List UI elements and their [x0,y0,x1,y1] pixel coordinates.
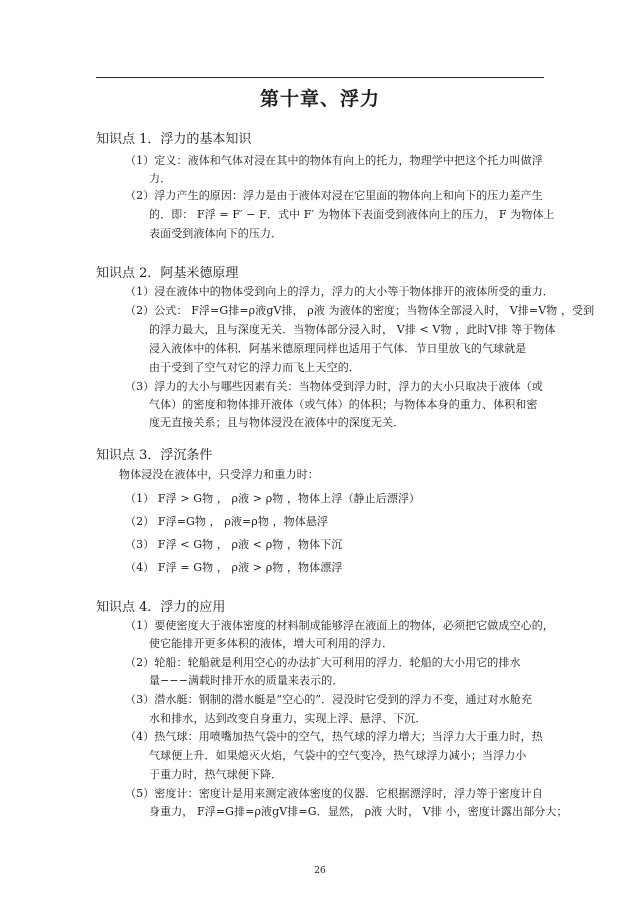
text-line: 的浮力最大，且与深度无关．当物体部分浸入时， V排 < V物 ，此时V排 等于物体 [149,323,556,336]
section-heading-1: 知识点 1．浮力的基本知识 [96,132,252,147]
section-heading-3: 知识点 3．浮沉条件 [96,448,213,463]
text-line: 气球便上升．如果熄灭火焰，气袋中的空气变冷，热气球浮力减小；当浮力小 [149,749,527,762]
text-line: 气体）的密度和物体排开液体（或气体）的体积；与物体本身的重力、体积和密 [149,398,538,411]
text-line: （1）要使密度大于液体密度的材料制成能够浮在液面上的物体，必须把它做成空心的， [125,619,554,632]
text-line: （1）浸在液体中的物体受到向上的浮力，浮力的大小等于物体排开的液体所受的重力． [125,285,554,298]
text-line: （2）浮力产生的原因：浮力是由于液体对浸在它里面的物体向上和向下的压力差产生 [125,189,543,202]
section-heading-4: 知识点 4．浮力的应用 [96,600,226,615]
text-line: 量−−−满载时排开水的质量来表示的． [149,674,344,687]
text-line: 度无直接关系；且与物体浸没在液体中的深度无关． [149,416,405,429]
text-line: （3）浮力的大小与哪些因素有关：当物体受到浮力时，浮力的大小只取决于液体（或 [125,380,543,393]
header-rule [96,77,544,78]
text-line: 使它能排开更多体积的液体，增大可利用的浮力． [149,637,394,650]
text-line: 物体浸没在液体中，只受浮力和重力时： [119,468,319,481]
text-line: 身重力， F浮=G排=ρ液gV排=G．显然， ρ液 大时， V排 小，密度计露出部分大； [149,805,568,818]
text-line: （2）轮船：轮船就是利用空心的办法扩大可利用的浮力．轮船的大小用它的排水 [125,656,521,669]
text-line: 的．即： F浮 = F′ − F．式中 F′ 为物体下表面受到液体向上的压力， F 为物体上 [149,208,555,221]
text-line: 力． [149,172,172,185]
text-line: （2） F浮=G物 ， ρ液=ρ物 ，物体悬浮 [125,515,329,528]
text-line: （3） F浮 < G物 ， ρ液 < ρ物 ，物体下沉 [125,538,343,551]
text-line: （5）密度计：密度计是用来测定液体密度的仪器．它根据漂浮时，浮力等于密度计自 [125,787,543,800]
text-line: 浸入液体中的体积．阿基米德原理同样也适用于气体．节日里放飞的气球就是 [149,342,527,355]
page-number: 26 [314,866,326,876]
text-line: （4）热气球：用喷嘴加热气袋中的空气，热气球的浮力增大；当浮力大于重力时，热 [125,730,543,743]
section-heading-2: 知识点 2．阿基米德原理 [96,266,239,281]
text-line: （2）公式： F浮=G排=ρ液gV排， ρ液 为液体的密度；当物体全部浸入时， V排=V物 ，受到 [125,304,595,317]
text-line: 表面受到液体向下的压力． [149,227,283,240]
chapter-title: 第十章、浮力 [259,88,380,110]
text-line: （1）定义：液体和气体对浸在其中的物体有向上的托力，物理学中把这个托力叫做浮 [125,154,543,167]
text-line: （4） F浮 = G物 ， ρ液 > ρ物 ，物体漂浮 [125,561,343,574]
text-line: （1） F浮 > G物 ， ρ液 > ρ物 ，物体上浮（静止后漂浮） [125,492,421,505]
text-line: 水和排水，达到改变自身重力，实现上浮、悬浮、下沉． [149,712,427,725]
text-line: 于重力时，热气球便下降． [149,768,283,781]
text-line: 由于受到了空气对它的浮力而飞上天空的． [149,361,360,374]
text-line: （3）潜水艇：钢制的潜水艇是“空心的”．浸没时它受到的浮力不变，通过对水舱充 [125,693,533,706]
